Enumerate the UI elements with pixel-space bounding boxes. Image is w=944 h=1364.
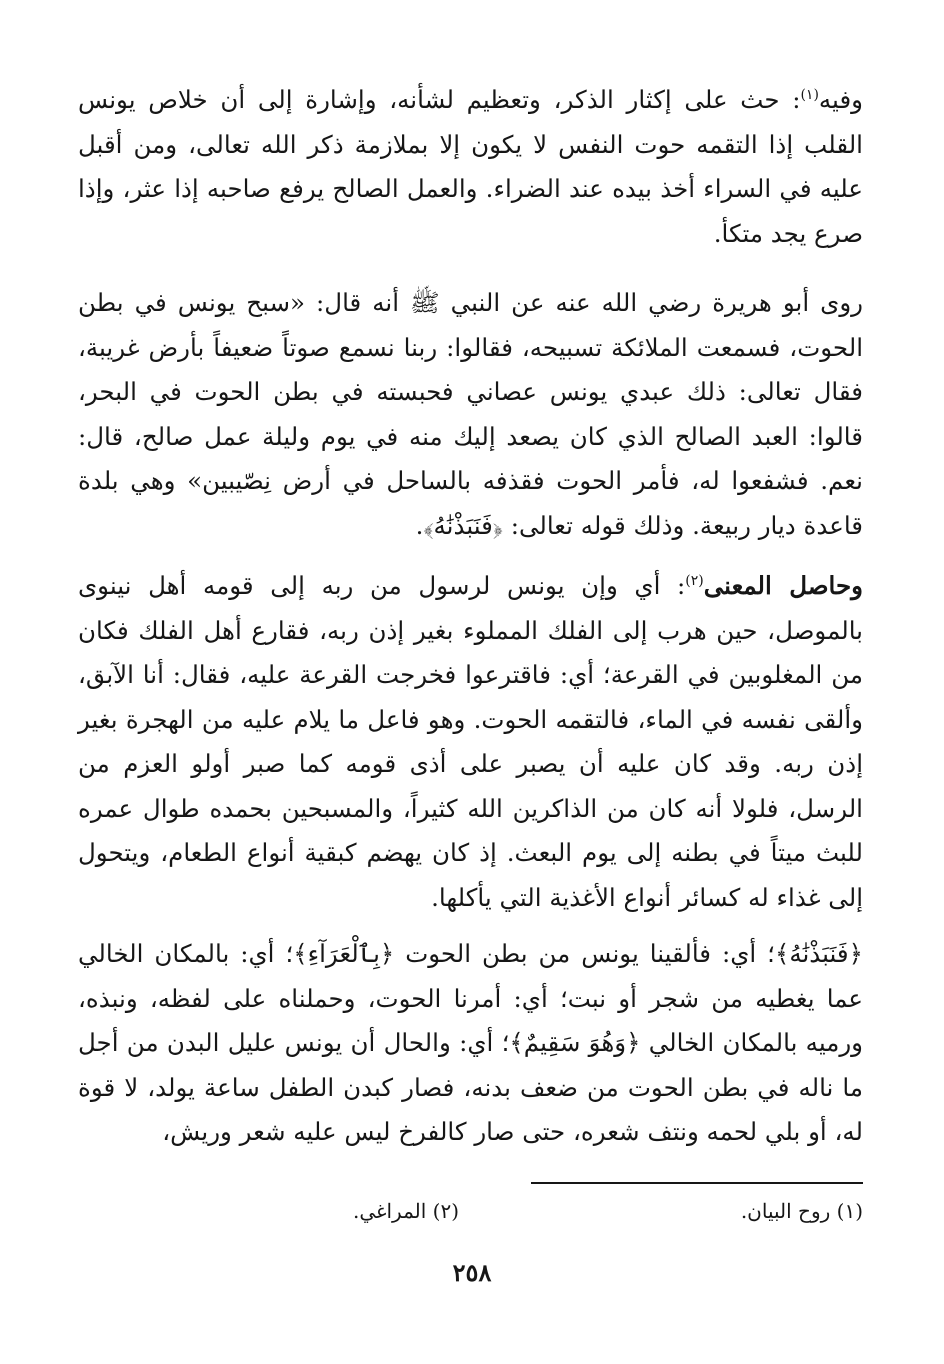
paragraph-4: ﴿فَنَبَذْنَٰهُ﴾؛ أي: فألقينا يونس من بطن الحوت ﴿بِٱلْعَرَآءِ﴾؛ أي: بالمكان الخالي عما يغطيه من شجر أو نبت؛ أي: أمرنا الحوت، وحملناه على لفظه، ونبذه، ورميه بالمكان الخالي ﴿وَهُوَ سَقِيمٌ﴾؛ أي: والحال أن يونس عليل البدن من أجل ما ناله في بطن الحوت من ضعف بدنه، فصار كبدن الطفل ساعة يولد، لا قوة له، أو بلي لحمه ونتف شعره، حتى صار كالفرخ ليس عليه شعر وريش، [78, 939, 863, 1146]
paragraph-3 [78, 564, 863, 920]
footnote-divider [531, 1182, 863, 1184]
paragraph-3-lead: وحاصل المعنى [703, 571, 863, 600]
paragraph-2: روى أبو هريرة رضي الله عنه عن النبي ﷺ أنه قال: «سبح يونس في بطن الحوت، فسمعت الملائكة تسبيحه، فقالوا: ربنا نسمع صوتاً ضعيفاً بأرض غريبة، فقال تعالى: ذلك عبدي يونس عصاني فحبسته في بطن الحوت في البحر، قالوا: العبد الصالح الذي كان يصعد إليك منه في يوم وليلة عمل صالح، قال: نعم. فشفعوا له، فأمر الحوت فقذفه بالساحل في أرض نِصّيبين» وهي بلدة قاعدة ديار ربيعة. وذلك قوله تعالى: ﴿فَنَبَذْنَٰهُ﴾. [78, 288, 863, 540]
paragraph-3-body: : أي وإن يونس لرسول من ربه إلى قومه أهل نينوى بالموصل، حين هرب إلى الفلك المملوء بغير إذن ربه، فقارع أهل الفلك فكان من المغلوبين في القرعة؛ أي: فاقترعوا فخرجت القرعة عليه، فقال: أنا الآبق، وألقى نفسه في الماء، فالتقمه الحوت. وهو فاعل ما يلام عليه من الهجرة بغير إذن ربه. وقد كان عليه أن يصبر على أذى قومه كما صبر أولو العزم من الرسل، فلولا أنه كان من الذاكرين الله كثيراً، والمسبحين بحمده طوال عمره للبث ميتاً في بطنه إلى يوم البعث. إذ كان يهضم كبقية أنواع الطعام، ويتحول إلى غذاء له كسائر أنواع الأغذية التي يأكلها. [78, 571, 863, 912]
paragraph-1 [78, 78, 863, 256]
paragraph-1-start: وفيه [818, 85, 863, 114]
footnote-ref-1[interactable]: (١) [800, 86, 819, 103]
paragraph-1-body: : حث على إكثار الذكر، وتعظيم لشأنه، وإشارة إلى أن خلاص يونس القلب إذا التقمه حوت النفس لا يكون إلا بملازمة ذكر الله تعالى، ومن أقبل عليه في السراء أخذ بيده عند الضراء. والعمل الصالح يرفع صاحبه إذا عثر، وإذا صرع يجد متكأ. [78, 85, 863, 248]
footnote-2: (٢) المراغي. [352, 1199, 459, 1223]
footnote-ref-2[interactable]: (٢) [685, 572, 704, 589]
page-number: ٢٥٨ [452, 1258, 492, 1287]
footnote-1: (١) روح البيان. [740, 1199, 863, 1223]
